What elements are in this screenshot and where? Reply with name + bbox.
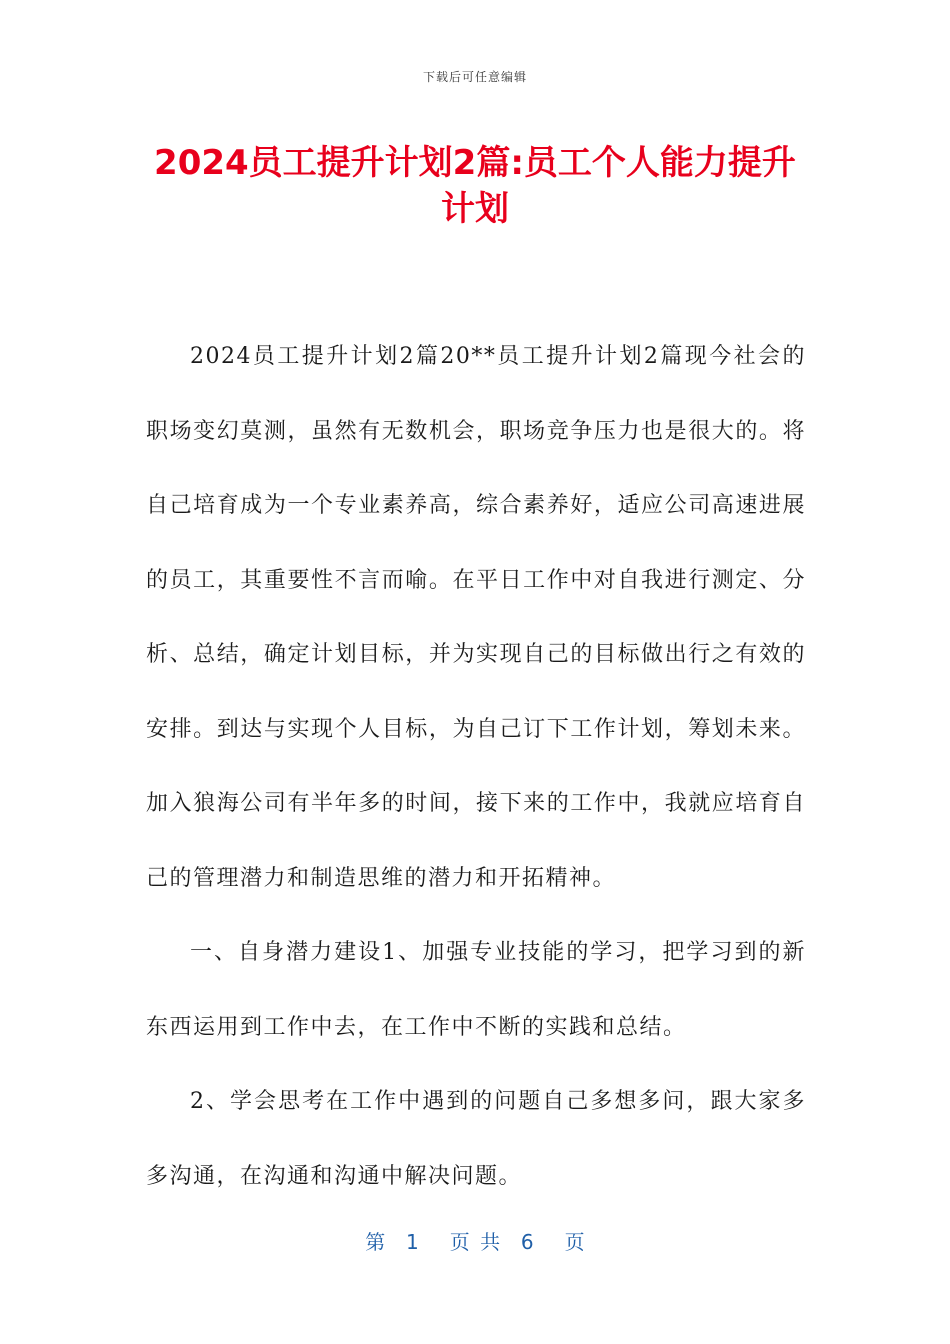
paragraph-intro: 2024员工提升计划2篇20**员工提升计划2篇现今社会的职场变幻莫测，虽然有无数机会，职场竞争压力也是很大的。将自己培育成为一个专业素养高，综合素养好，适应公司高速进展的员工，其重要性不言而喻。在平日工作中对自我进行测定、分析、总结，确定计划目标，并为实现自己的目标做出行之有效的安排。到达与实现个人目标，为自己订下工作计划，筹划未来。加入狼海公司有半年多的时间，接下来的工作中，我就应培育自己的管理潜力和制造思维的潜力和开拓精神。	[146, 344, 806, 891]
download-note: 下载后可任意编辑	[422, 70, 527, 84]
page-number-footer	[0, 1226, 950, 1255]
document-title: 2024员工提升计划2篇:员工个人能力提升计划	[154, 143, 796, 229]
document-body	[146, 320, 806, 1214]
paragraph-section-2: 2、学会思考在工作中遇到的问题自己多想多问，跟大家多多沟通，在沟通和沟通中解决问题。	[146, 1089, 806, 1189]
paragraph-section-1: 一、自身潜力建设1、加强专业技能的学习，把学习到的新东西运用到工作中去，在工作中不断的实践和总结。	[146, 940, 806, 1040]
page-number-text: 第 1 页 共 6 页	[365, 1230, 585, 1254]
